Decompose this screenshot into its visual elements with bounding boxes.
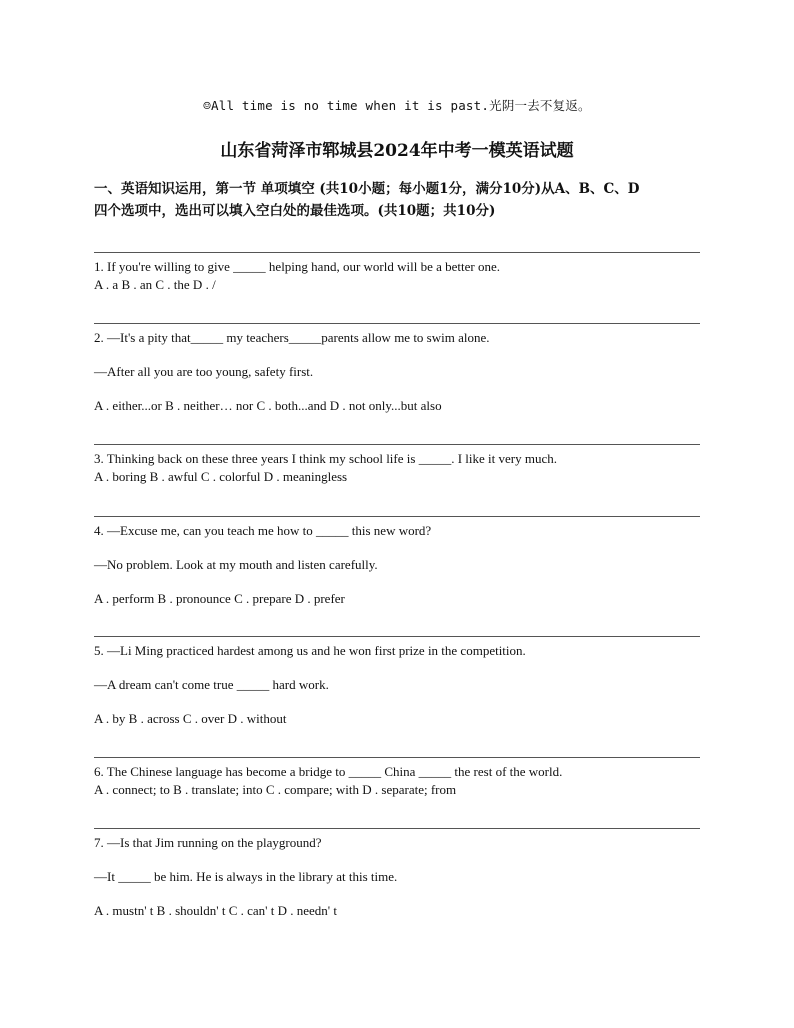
- section-instructions: [94, 178, 706, 222]
- question-6: [94, 757, 700, 818]
- question-7: [94, 828, 700, 929]
- question-2-stem: 2. —It's a pity that_____ my teachers_____parents allow me to swim alone.: [94, 330, 490, 345]
- question-2-reply: —After all you are too young, safety first.: [94, 364, 314, 379]
- question-5-options: A . by B . across C . over D . without: [94, 711, 287, 726]
- question-4-reply: —No problem. Look at my mouth and listen carefully.: [94, 557, 378, 572]
- question-4: [94, 516, 700, 627]
- question-1: [94, 252, 700, 313]
- question-2-options: A . either...or B . neither… nor C . both...and D . not only...but also: [94, 398, 442, 413]
- question-2: [94, 323, 700, 434]
- question-7-stem: 7. —Is that Jim running on the playground?: [94, 835, 322, 850]
- question-4-options: A . perform B . pronounce C . prepare D . prefer: [94, 591, 345, 606]
- question-5-stem: 5. —Li Ming practiced hardest among us and he won first prize in the competition.: [94, 643, 526, 658]
- question-4-stem: 4. —Excuse me, can you teach me how to _____ this new word?: [94, 523, 432, 538]
- question-3-stem: 3. Thinking back on these three years I think my school life is _____. I like it very much.: [94, 451, 557, 466]
- question-6-stem: 6. The Chinese language has become a bridge to _____ China _____ the rest of the world.: [94, 764, 563, 779]
- question-5-reply: —A dream can't come true _____ hard work.: [94, 677, 329, 692]
- question-5: [94, 636, 700, 747]
- section-line-1: 一、英语知识运用，第一节 单项填空 (共10小题；每小题1分，满分10分)从A、B、C、D: [94, 181, 640, 197]
- question-3: [94, 444, 700, 505]
- question-7-options: A . mustn' t B . shouldn' t C . can' t D . needn' t: [94, 903, 338, 918]
- exam-title: 山东省菏泽市郓城县2024年中考一模英语试题: [220, 141, 574, 161]
- motto-text: ☺All time is no time when it is past.光阴一去不复返。: [203, 98, 591, 113]
- question-7-reply: —It _____ be him. He is always in the library at this time.: [94, 869, 398, 884]
- section-line-2: 四个选项中，选出可以填入空白处的最佳选项。(共10题；共10分): [94, 203, 496, 219]
- question-6-options: A . connect; to B . translate; into C . compare; with D . separate; from: [94, 782, 457, 797]
- question-1-stem: 1. If you're willing to give _____ helping hand, our world will be a better one.: [94, 259, 500, 274]
- question-1-options: A . a B . an C . the D . /: [94, 277, 216, 292]
- question-3-options: A . boring B . awful C . colorful D . meaningless: [94, 469, 348, 484]
